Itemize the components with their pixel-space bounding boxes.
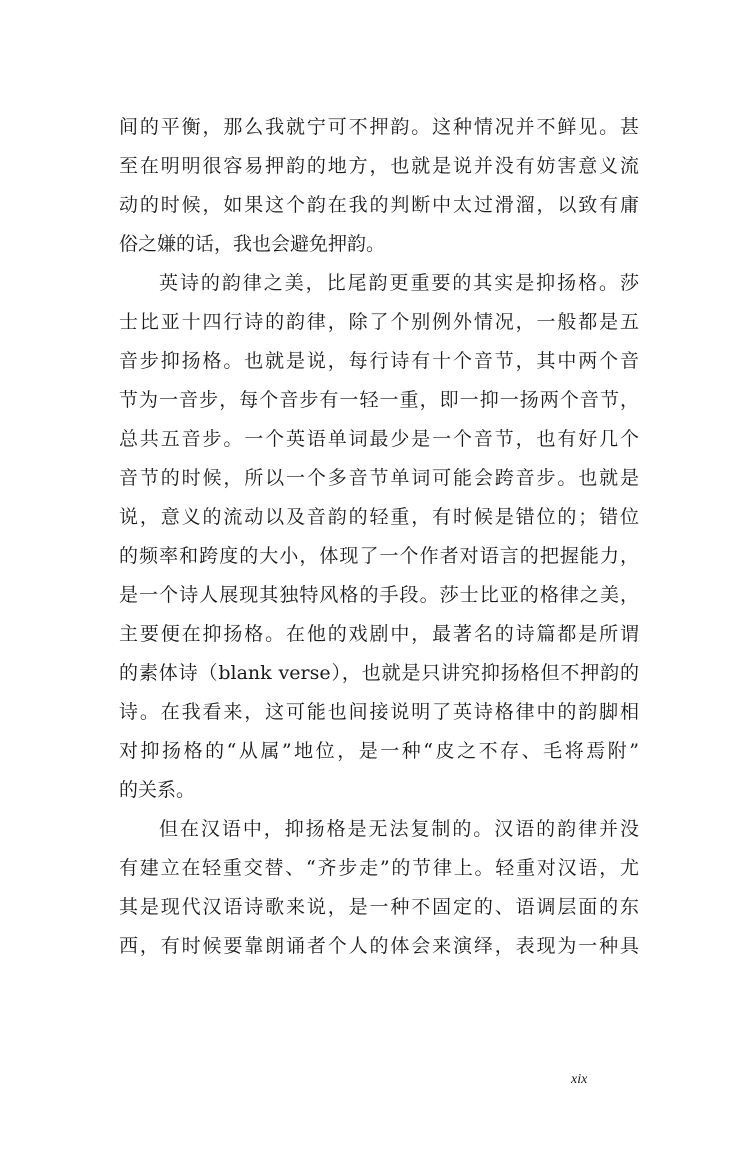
text-line: 是一个诗人展现其独特风格的手段。莎士比亚的格律之美， bbox=[119, 584, 639, 606]
paragraph-3 bbox=[119, 810, 639, 966]
text-line: 西，有时候要靠朗诵者个人的体会来演绎，表现为一种具 bbox=[119, 935, 639, 957]
text-line: 但在汉语中，抑扬格是无法复制的。汉语的韵律并没 bbox=[159, 818, 639, 840]
text-line: 英诗的韵律之美，比尾韵更重要的其实是抑扬格。莎 bbox=[159, 272, 639, 294]
text-line: 音节的时候，所以一个多音节单词可能会跨音步。也就是 bbox=[119, 467, 639, 489]
page-number: xix bbox=[571, 1072, 588, 1087]
paragraph-1 bbox=[119, 108, 639, 264]
text-line: 对抑扬格的“从属”地位，是一种“皮之不存、毛将焉附” bbox=[119, 740, 639, 762]
text-line: 音步抑扬格。也就是说，每行诗有十个音节，其中两个音 bbox=[119, 350, 639, 372]
text-line: 俗之嫌的话，我也会避免押韵。 bbox=[119, 233, 386, 255]
paragraph-2 bbox=[119, 264, 639, 810]
text-line: 诗。在我看来，这可能也间接说明了英诗格律中的韵脚相 bbox=[119, 701, 639, 723]
text-line: 说，意义的流动以及音韵的轻重，有时候是错位的；错位 bbox=[119, 506, 639, 528]
text-line: 至在明明很容易押韵的地方，也就是说并没有妨害意义流 bbox=[119, 155, 639, 177]
text-line: 有建立在轻重交替、“齐步走”的节律上。轻重对汉语，尤 bbox=[119, 857, 639, 879]
text-line: 动的时候，如果这个韵在我的判断中太过滑溜，以致有庸 bbox=[119, 194, 639, 216]
text-line: 总共五音步。一个英语单词最少是一个音节，也有好几个 bbox=[119, 428, 639, 450]
text-line: 间的平衡，那么我就宁可不押韵。这种情况并不鲜见。甚 bbox=[119, 116, 639, 138]
text-line: 节为一音步，每个音步有一轻一重，即一抑一扬两个音节， bbox=[119, 389, 639, 411]
text-line: 的关系。 bbox=[119, 779, 196, 801]
page-body bbox=[119, 108, 639, 966]
text-line: 主要便在抑扬格。在他的戏剧中，最著名的诗篇都是所谓 bbox=[119, 623, 639, 645]
text-line: 的频率和跨度的大小，体现了一个作者对语言的把握能力， bbox=[119, 545, 639, 567]
text-line: 其是现代汉语诗歌来说，是一种不固定的、语调层面的东 bbox=[119, 896, 639, 918]
text-line: 的素体诗（blank verse），也就是只讲究抑扬格但不押韵的 bbox=[119, 662, 639, 684]
text-line: 士比亚十四行诗的韵律，除了个别例外情况，一般都是五 bbox=[119, 311, 639, 333]
